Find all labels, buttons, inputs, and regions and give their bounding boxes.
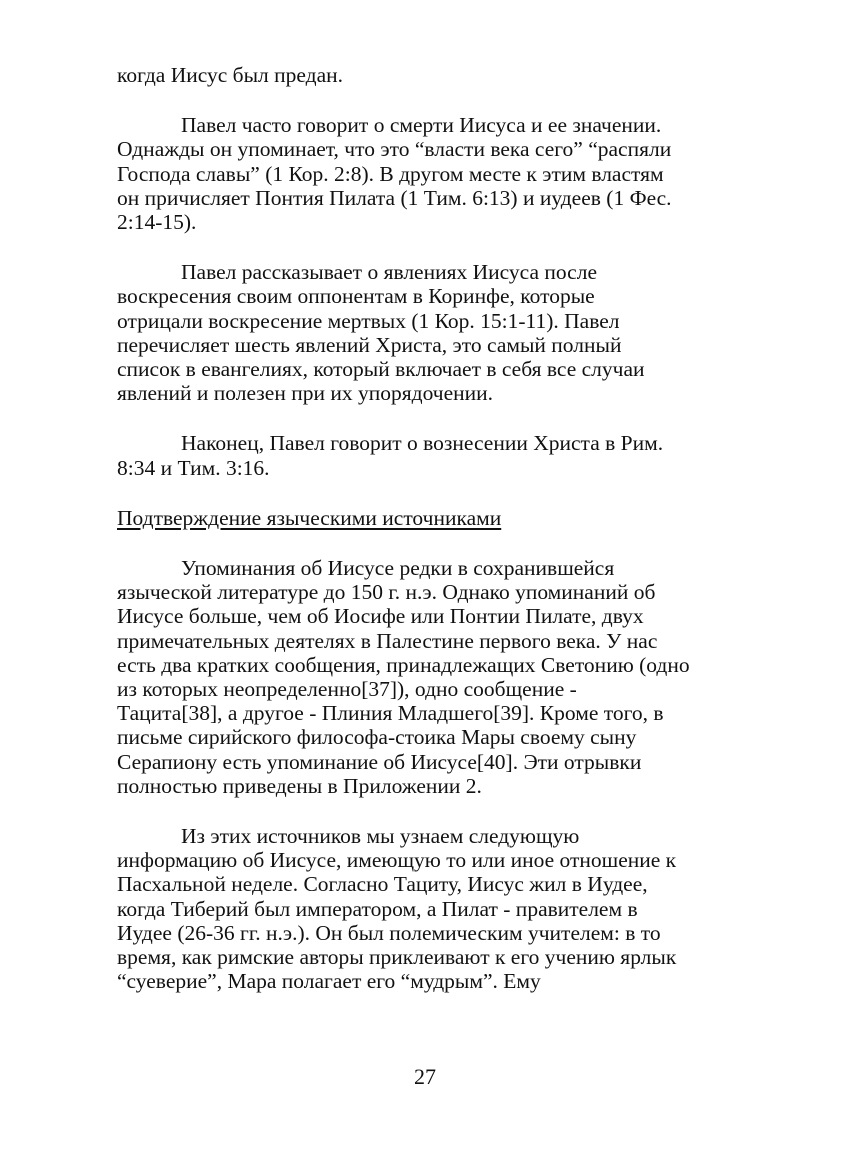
text-line: Упоминания об Иисусе редки в сохранившейся <box>181 556 615 581</box>
text-line: перечисляет шесть явлений Христа, это самый полный <box>117 332 622 357</box>
text-line: время, как римские авторы приклеивают к его учению ярлык <box>117 945 677 970</box>
text-line: Павел рассказывает о явлениях Иисуса после <box>181 260 597 285</box>
paragraph <box>117 824 717 993</box>
text-line: Однажды он упоминает, что это “власти века сего” “распяли <box>117 137 672 162</box>
text-line: 8:34 и Тим. 3:16. <box>117 455 270 480</box>
text-line: письме сирийского философа-стоика Мары своему сыну <box>117 725 637 750</box>
text-line: Господа славы” (1 Кор. 2:8). В другом месте к этим властям <box>117 161 664 186</box>
page-body <box>117 63 717 1020</box>
text-line: когда Иисус был предан. <box>117 63 344 87</box>
text-line: Павел часто говорит о смерти Иисуса и ее значении. <box>181 113 662 138</box>
text-line: Тацита[38], а другое - Плиния Младшего[39]. Кроме того, в <box>117 701 664 726</box>
paragraph <box>117 556 717 798</box>
text-line: Иудее (26-36 гг. н.э.). Он был полемическим учителем: в то <box>117 920 661 945</box>
text-line: языческой литературе до 150 г. н.э. Однако упоминаний об <box>117 580 656 605</box>
text-line: явлений и полезен при их упорядочении. <box>117 381 494 406</box>
text-line: Наконец, Павел говорит о вознесении Христа в Рим. <box>181 431 664 456</box>
text-line: отрицали воскресение мертвых (1 Кор. 15:1-11). Павел <box>117 308 620 333</box>
paragraph <box>117 113 717 234</box>
paragraph <box>117 260 717 405</box>
section-heading: Подтверждение языческими источниками <box>117 505 502 530</box>
text-line: есть два кратких сообщения, принадлежащих Светонию (одно <box>117 652 690 677</box>
paragraph <box>117 431 717 479</box>
text-line: когда Тиберий был императором, а Пилат - правителем в <box>117 896 638 921</box>
paragraph <box>117 63 717 87</box>
text-line: он причисляет Понтия Пилата (1 Тим. 6:13) и иудеев (1 Фес. <box>117 185 672 210</box>
text-line: примечательных деятелях в Палестине первого века. У нас <box>117 628 658 653</box>
text-line: Из этих источников мы узнаем следующую <box>181 824 580 849</box>
text-line: Пасхальной неделе. Согласно Тациту, Иисус жил в Иудее, <box>117 872 648 897</box>
text-line: список в евангелиях, который включает в себя все случаи <box>117 357 645 382</box>
text-line: воскресения своим оппонентам в Коринфе, которые <box>117 284 595 309</box>
text-line: “суеверие”, Мара полагает его “мудрым”. Ему <box>117 969 541 994</box>
text-line: 2:14-15). <box>117 210 197 235</box>
page-number: 27 <box>414 1064 436 1089</box>
text-line: Иисусе больше, чем об Иосифе или Понтии Пилате, двух <box>117 604 644 629</box>
text-line: Серапиону есть упоминание об Иисусе[40]. Эти отрывки <box>117 749 642 774</box>
text-line: полностью приведены в Приложении 2. <box>117 773 482 798</box>
text-line: из которых неопределенно[37]), одно сообщение - <box>117 677 577 702</box>
text-line: информацию об Иисусе, имеющую то или иное отношение к <box>117 848 677 873</box>
